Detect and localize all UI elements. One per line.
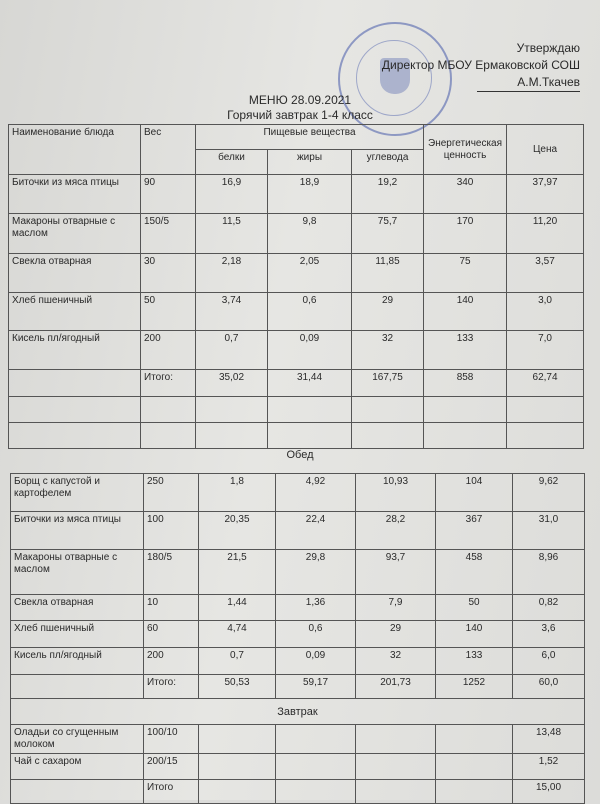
dish-price: 13,48 (513, 725, 585, 754)
dish-weight: 10 (144, 595, 199, 621)
dish-carbs: 11,85 (352, 254, 424, 293)
approval-line-2: Директор МБОУ Ермаковской СОШ (381, 58, 580, 72)
empty-cell (276, 754, 356, 780)
table-row (11, 474, 585, 512)
dish-carbs: 93,7 (356, 550, 436, 595)
dish-price: 8,96 (513, 550, 585, 595)
dish-price: 1,52 (513, 754, 585, 780)
total-fats: 31,44 (268, 370, 352, 397)
dish-carbs: 7,9 (356, 595, 436, 621)
lunch-table (10, 473, 585, 804)
dish-price: 37,97 (507, 175, 584, 214)
dish-carbs: 28,2 (356, 512, 436, 550)
empty-cell (356, 725, 436, 754)
dish-carbs: 32 (352, 331, 424, 370)
dish-proteins: 0,7 (196, 331, 268, 370)
dish-name: Макароны отварные с маслом (11, 550, 144, 595)
dish-fats: 9,8 (268, 214, 352, 254)
total-proteins: 35,02 (196, 370, 268, 397)
dish-energy: 50 (436, 595, 513, 621)
menu-title: МЕНЮ 28.09.2021 (248, 93, 352, 107)
dish-fats: 2,05 (268, 254, 352, 293)
breakfast-total-row (9, 370, 584, 397)
empty-cell (356, 754, 436, 780)
dish-fats: 0,6 (268, 293, 352, 331)
dish-carbs: 10,93 (356, 474, 436, 512)
lunch-total-proteins: 50,53 (199, 675, 276, 699)
dish-proteins: 2,18 (196, 254, 268, 293)
lunch-title: Обед (286, 449, 314, 461)
dish-name: Борщ с капустой и картофелем (11, 474, 144, 512)
empty-row (9, 397, 584, 423)
dish-fats: 22,4 (276, 512, 356, 550)
dish-fats: 4,92 (276, 474, 356, 512)
lunch-total-carbs: 201,73 (356, 675, 436, 699)
dish-weight: 150/5 (141, 214, 196, 254)
empty-cell (199, 754, 276, 780)
dish-energy: 140 (436, 621, 513, 648)
dish-name: Биточки из мяса птицы (11, 512, 144, 550)
lunch-total-energy: 1252 (436, 675, 513, 699)
dish-name: Свекла отварная (9, 254, 141, 293)
dish-price: 6,0 (513, 648, 585, 675)
dish-name: Кисель пл/ягодный (11, 648, 144, 675)
lunch-total-price: 60,0 (513, 675, 585, 699)
table-row (9, 293, 584, 331)
dish-weight: 30 (141, 254, 196, 293)
total-energy: 858 (424, 370, 507, 397)
lunch-total-fats: 59,17 (276, 675, 356, 699)
table-row (9, 175, 584, 214)
breakfast-title: Горячий завтрак 1-4 класс (227, 108, 373, 122)
dish-energy: 367 (436, 512, 513, 550)
dish-name: Биточки из мяса птицы (9, 175, 141, 214)
dish-fats: 0,09 (268, 331, 352, 370)
dish-energy: 340 (424, 175, 507, 214)
second-breakfast-title: Завтрак (11, 699, 585, 725)
dish-price: 7,0 (507, 331, 584, 370)
dish-carbs: 19,2 (352, 175, 424, 214)
dish-energy: 75 (424, 254, 507, 293)
breakfast-table (8, 124, 584, 449)
header-energy: Энергетическая ценность (424, 125, 507, 175)
dish-price: 3,57 (507, 254, 584, 293)
header-price: Цена (507, 125, 584, 175)
table-row (11, 621, 585, 648)
second-breakfast-title-row (11, 699, 585, 725)
dish-name: Свекла отварная (11, 595, 144, 621)
header-weight: Вес (141, 125, 196, 175)
table-row (11, 725, 585, 754)
dish-fats: 0,6 (276, 621, 356, 648)
table-row (9, 254, 584, 293)
dish-weight: 250 (144, 474, 199, 512)
dish-energy: 458 (436, 550, 513, 595)
dish-proteins: 20,35 (199, 512, 276, 550)
dish-weight: 180/5 (144, 550, 199, 595)
dish-weight: 60 (144, 621, 199, 648)
second-total-price: 15,00 (513, 780, 585, 804)
dish-price: 3,0 (507, 293, 584, 331)
dish-fats: 0,09 (276, 648, 356, 675)
dish-weight: 90 (141, 175, 196, 214)
dish-carbs: 32 (356, 648, 436, 675)
dish-carbs: 29 (352, 293, 424, 331)
dish-name: Хлеб пшеничный (9, 293, 141, 331)
lunch-total-label: Итого: (144, 675, 199, 699)
dish-weight: 200 (144, 648, 199, 675)
dish-fats: 29,8 (276, 550, 356, 595)
dish-price: 0,82 (513, 595, 585, 621)
approval-block (382, 40, 580, 92)
dish-weight: 200 (141, 331, 196, 370)
table-row (9, 331, 584, 370)
dish-energy: 133 (424, 331, 507, 370)
dish-name: Чай с сахаром (11, 754, 144, 780)
dish-proteins: 16,9 (196, 175, 268, 214)
table-row (11, 595, 585, 621)
dish-energy: 104 (436, 474, 513, 512)
dish-name: Кисель пл/ягодный (9, 331, 141, 370)
header-name: Наименование блюда (9, 125, 141, 175)
dish-proteins: 21,5 (199, 550, 276, 595)
dish-energy: 170 (424, 214, 507, 254)
approval-line-1: Утверждаю (516, 41, 580, 55)
table-row (11, 512, 585, 550)
empty-cell (276, 725, 356, 754)
dish-weight: 200/15 (144, 754, 199, 780)
total-price: 62,74 (507, 370, 584, 397)
dish-name: Оладьи со сгущенным молоком (11, 725, 144, 754)
dish-price: 3,6 (513, 621, 585, 648)
dish-weight: 100 (144, 512, 199, 550)
dish-proteins: 1,44 (199, 595, 276, 621)
dish-name: Хлеб пшеничный (11, 621, 144, 648)
header-fats: жиры (268, 150, 352, 175)
dish-proteins: 0,7 (199, 648, 276, 675)
dish-name: Макароны отварные с маслом (9, 214, 141, 254)
dish-price: 9,62 (513, 474, 585, 512)
empty-cell (436, 754, 513, 780)
header-nutrients: Пищевые вещества (196, 125, 424, 150)
empty-cell (199, 725, 276, 754)
second-total-label: Итого (144, 780, 199, 804)
dish-weight: 100/10 (144, 725, 199, 754)
dish-weight: 50 (141, 293, 196, 331)
table-row (9, 214, 584, 254)
dish-price: 11,20 (507, 214, 584, 254)
dish-fats: 18,9 (268, 175, 352, 214)
lunch-total-row (11, 675, 585, 699)
dish-proteins: 4,74 (199, 621, 276, 648)
dish-fats: 1,36 (276, 595, 356, 621)
header-carbs: углевода (352, 150, 424, 175)
dish-proteins: 3,74 (196, 293, 268, 331)
table-row (11, 754, 585, 780)
total-carbs: 167,75 (352, 370, 424, 397)
dish-proteins: 11,5 (196, 214, 268, 254)
table-row (11, 550, 585, 595)
table-row (11, 648, 585, 675)
header-proteins: белки (196, 150, 268, 175)
dish-price: 31,0 (513, 512, 585, 550)
total-label: Итого: (141, 370, 196, 397)
dish-energy: 133 (436, 648, 513, 675)
dish-proteins: 1,8 (199, 474, 276, 512)
dish-energy: 140 (424, 293, 507, 331)
approval-line-3: А.М.Ткачев (477, 74, 580, 92)
empty-row (9, 423, 584, 449)
dish-carbs: 75,7 (352, 214, 424, 254)
dish-carbs: 29 (356, 621, 436, 648)
empty-cell (436, 725, 513, 754)
